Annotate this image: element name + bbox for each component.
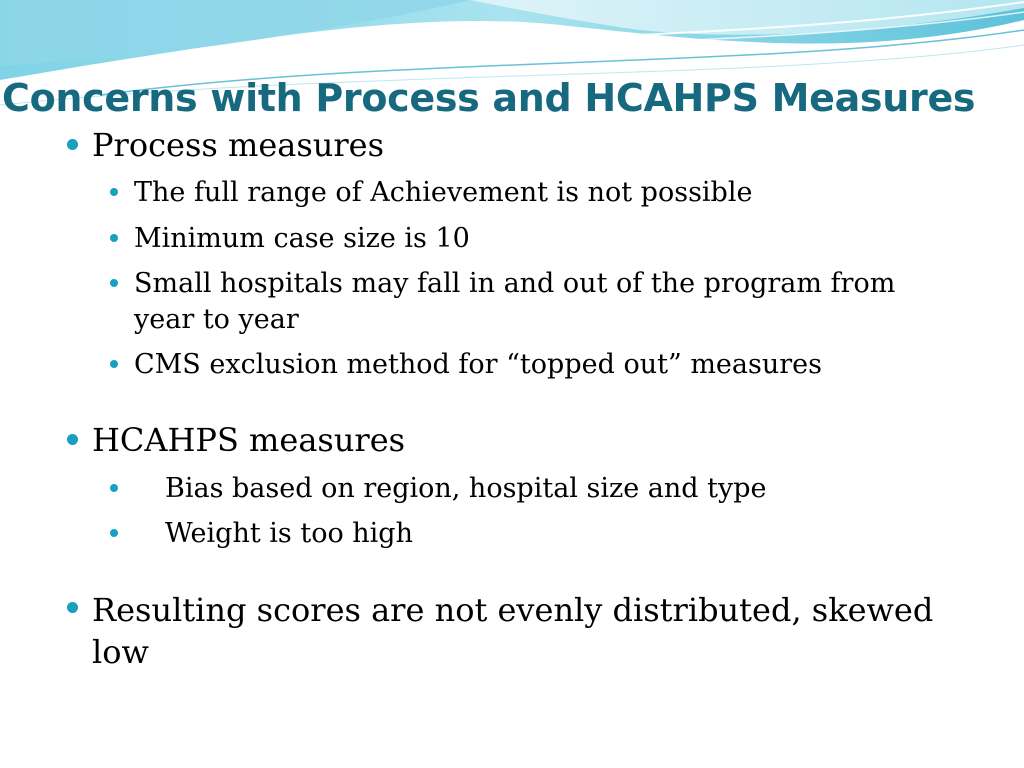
bullet-icon: [110, 484, 118, 492]
list-item: The full range of Achievement is not possible: [134, 177, 753, 208]
bullet-icon: [110, 529, 118, 537]
bullet-icon: [110, 360, 118, 368]
bullet-icon: [110, 234, 118, 242]
bullet-icon: [110, 188, 118, 196]
slide-title: Concerns with Process and HCAHPS Measures: [2, 76, 976, 120]
list-item: Small hospitals may fall in and out of the program from year to year: [134, 268, 896, 335]
bullet-icon: [67, 139, 78, 150]
list-item: CMS exclusion method for “topped out” measures: [134, 349, 822, 380]
list-item: Weight is too high: [165, 518, 413, 549]
bullet-icon: [67, 434, 78, 445]
list-item: Minimum case size is 10: [134, 223, 470, 254]
section-heading-hcahps: HCAHPS measures: [92, 421, 406, 459]
section-heading-process: Process measures: [92, 126, 385, 164]
list-item: Bias based on region, hospital size and type: [165, 473, 767, 504]
section-heading-results: Resulting scores are not evenly distributed, skewed low: [92, 591, 934, 671]
bullet-icon: [67, 602, 78, 613]
bullet-icon: [110, 279, 118, 287]
